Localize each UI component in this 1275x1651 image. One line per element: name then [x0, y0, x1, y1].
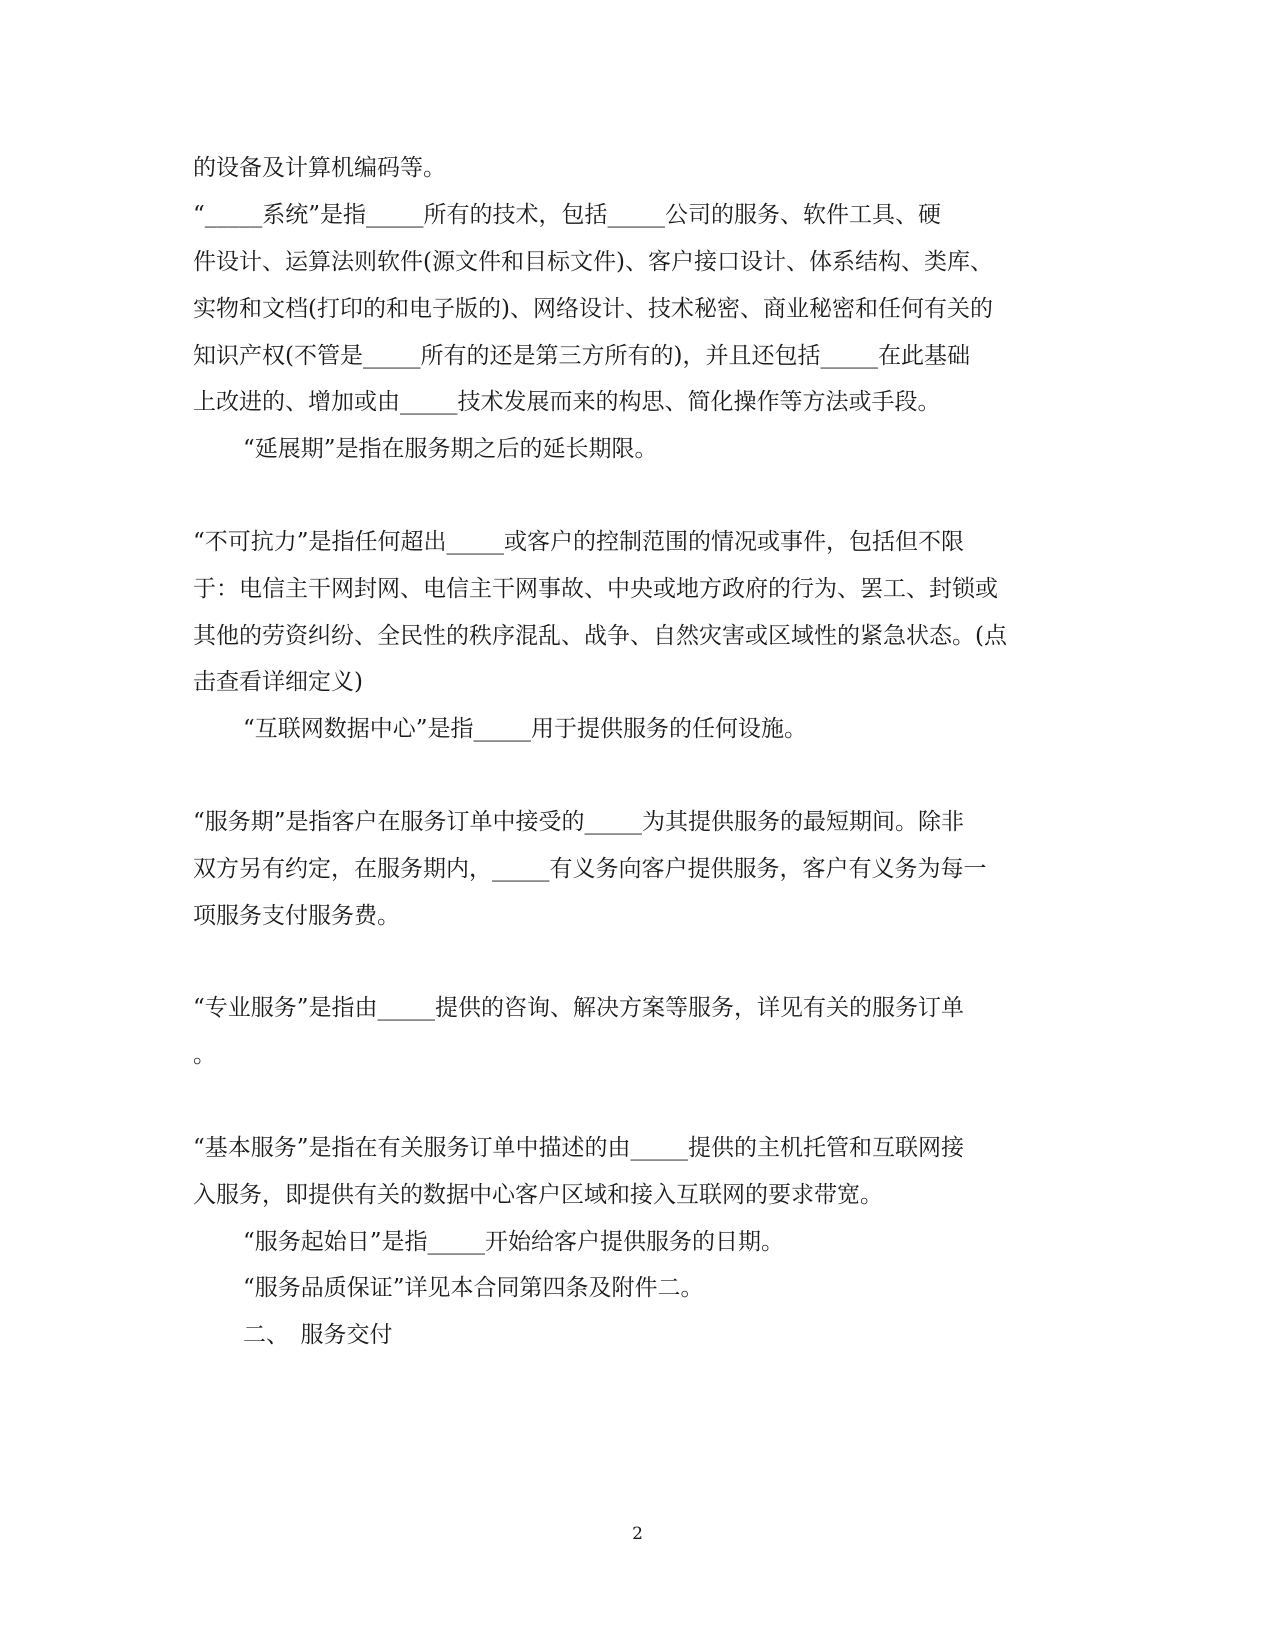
text-line: 于：电信主干网封网、电信主干网事故、中央或地方政府的行为、罢工、封锁或: [193, 576, 998, 602]
text-line: 。: [193, 1042, 216, 1068]
text-line: 件设计、运算法则软件(源文件和目标文件)、客户接口设计、体系结构、类库、: [193, 249, 993, 275]
text-line: 入服务，即提供有关的数据中心客户区域和接入互联网的要求带宽。: [193, 1182, 883, 1208]
text-line: “延展期”是指在服务期之后的延长期限。: [243, 436, 658, 462]
text-line: “专业服务”是指由_____提供的咨询、解决方案等服务，详见有关的服务订单: [193, 995, 965, 1021]
text-line: “互联网数据中心”是指_____用于提供服务的任何设施。: [243, 716, 808, 742]
text-line: “服务品质保证”详见本合同第四条及附件二。: [243, 1275, 704, 1301]
text-line: 双方另有约定，在服务期内，_____有义务向客户提供服务，客户有义务为每一: [193, 856, 987, 882]
text-line: “不可抗力”是指任何超出_____或客户的控制范围的情况或事件，包括但不限: [193, 529, 965, 555]
text-line: “_____系统”是指_____所有的技术，包括_____公司的服务、软件工具、硬: [193, 202, 942, 228]
text-line: 项服务支付服务费。: [193, 903, 400, 929]
text-line: 其他的劳资纠纷、全民性的秩序混乱、战争、自然灾害或区域性的紧急状态。(点: [193, 623, 1007, 649]
text-line: 击查看详细定义): [193, 669, 363, 695]
section-heading: 二、 服务交付: [243, 1322, 393, 1348]
text-line: 上改进的、增加或由_____技术发展而来的构思、简化操作等方法或手段。: [193, 389, 941, 415]
text-line: 知识产权(不管是_____所有的还是第三方所有的)，并且还包括_____在此基础: [193, 343, 970, 369]
page-number: 2: [632, 1524, 643, 1544]
text-line: “服务期”是指客户在服务订单中接受的_____为其提供服务的最短期间。除非: [193, 809, 965, 835]
text-line: “服务起始日”是指_____开始给客户提供服务的日期。: [243, 1229, 785, 1255]
text-line: “基本服务”是指在有关服务订单中描述的由_____提供的主机托管和互联网接: [193, 1135, 965, 1161]
text-line: 实物和文档(打印的和电子版的)、网络设计、技术秘密、商业秘密和任何有关的: [193, 296, 993, 322]
text-line: 的设备及计算机编码等。: [193, 155, 446, 181]
